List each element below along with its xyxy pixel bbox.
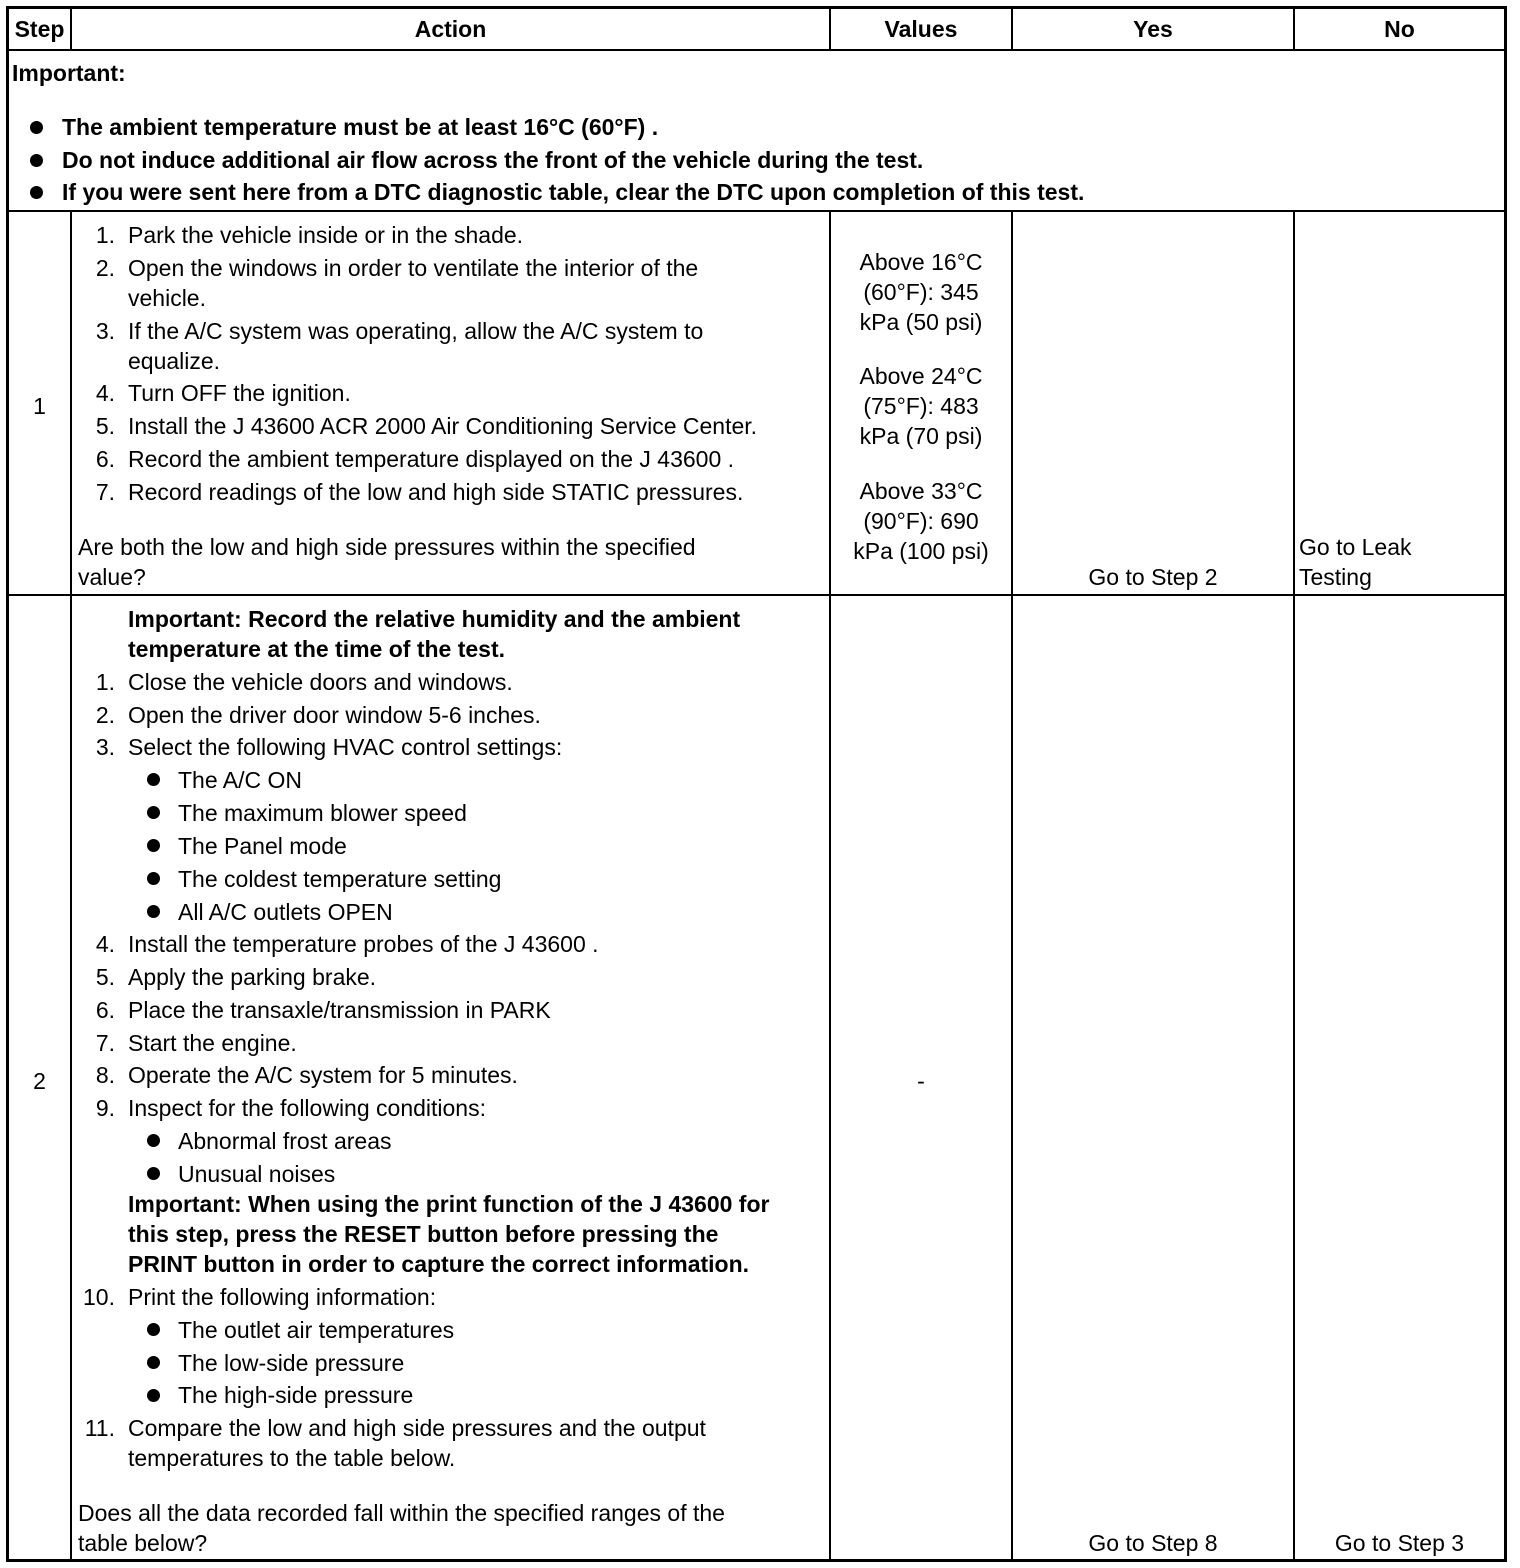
diagnostic-table — [6, 6, 1507, 1562]
yes-link[interactable]: Go to Step 8 — [1088, 1530, 1218, 1556]
list-item-cont: equalize. — [128, 348, 221, 374]
list-number: 8. — [95, 1062, 115, 1088]
header-no: No — [1384, 16, 1415, 42]
value-line: kPa (100 psi) — [853, 538, 989, 564]
bullet-icon — [147, 872, 160, 885]
list-item: Record the ambient temperature displayed on the J 43600 . — [128, 446, 735, 472]
list-item: Install the temperature probes of the J 43600 . — [128, 931, 599, 957]
bullet-icon — [147, 1167, 160, 1180]
list-item: Start the engine. — [128, 1030, 297, 1056]
sub-item: Abnormal frost areas — [178, 1128, 392, 1154]
list-item: If the A/C system was operating, allow the A/C system to — [128, 318, 704, 344]
header-action: Action — [414, 16, 487, 42]
list-item: Close the vehicle doors and windows. — [128, 669, 513, 695]
bullet-icon — [30, 186, 43, 199]
row-divider — [9, 210, 1504, 212]
list-item: Select the following HVAC control settings: — [128, 734, 563, 760]
bullet-icon — [147, 1323, 160, 1336]
row-divider — [9, 49, 1504, 51]
list-item: Turn OFF the ignition. — [128, 380, 351, 406]
value-line: Above 16°C — [859, 249, 983, 275]
sub-item: The high-side pressure — [178, 1382, 414, 1408]
sub-item: The low-side pressure — [178, 1350, 405, 1376]
list-number: 11. — [84, 1415, 115, 1441]
list-item: Open the windows in order to ventilate the interior of the — [128, 255, 699, 281]
list-number: 6. — [95, 997, 115, 1023]
sub-item: Unusual noises — [178, 1161, 336, 1187]
step-number: 2 — [33, 1068, 46, 1094]
list-number: 7. — [95, 479, 115, 505]
list-number: 5. — [95, 413, 115, 439]
question: Are both the low and high side pressures within the specified — [78, 534, 696, 560]
bullet-icon — [147, 806, 160, 819]
sub-item: All A/C outlets OPEN — [178, 899, 393, 925]
important-bullet: Do not induce additional air flow across the front of the vehicle during the test. — [62, 147, 924, 173]
sub-item: The Panel mode — [178, 833, 347, 859]
row-divider — [9, 594, 1504, 596]
value-line: Above 24°C — [859, 363, 983, 389]
question: Does all the data recorded fall within the specified ranges of the — [78, 1500, 725, 1526]
list-number: 2. — [95, 702, 115, 728]
no-link[interactable]: Go to Step 3 — [1334, 1530, 1465, 1556]
list-item: Compare the low and high side pressures and the output — [128, 1415, 706, 1441]
sub-item: The A/C ON — [178, 767, 302, 793]
question: table below? — [78, 1530, 208, 1556]
bullet-icon — [147, 773, 160, 786]
yes-link[interactable]: Go to Step 2 — [1088, 564, 1218, 590]
list-number: 4. — [95, 380, 115, 406]
header-values: Values — [884, 16, 958, 42]
sub-item: The outlet air temperatures — [178, 1317, 455, 1343]
bullet-icon — [147, 905, 160, 918]
list-item: Operate the A/C system for 5 minutes. — [128, 1062, 518, 1088]
bullet-icon — [147, 1134, 160, 1147]
list-number: 2. — [95, 255, 115, 281]
important-note: temperature at the time of the test. — [128, 636, 506, 662]
list-item: Install the J 43600 ACR 2000 Air Conditioning Service Center. — [128, 413, 758, 439]
list-number: 1. — [95, 222, 115, 248]
list-number: 9. — [95, 1095, 115, 1121]
value-dash: - — [917, 1068, 925, 1094]
col-divider-values — [1011, 211, 1013, 1559]
important-note: Important: Record the relative humidity and the ambient — [128, 606, 741, 632]
important-note: Important: When using the print function of the J 43600 for — [128, 1191, 770, 1217]
important-bullet: The ambient temperature must be at least 16°C (60°F) . — [62, 114, 659, 140]
value-line: (90°F): 690 — [863, 508, 979, 534]
list-number: 3. — [95, 734, 115, 760]
list-item: Inspect for the following conditions: — [128, 1095, 486, 1121]
list-number: 10. — [83, 1284, 115, 1310]
value-line: (75°F): 483 — [863, 393, 979, 419]
list-item: Park the vehicle inside or in the shade. — [128, 222, 524, 248]
col-divider-step — [70, 211, 72, 1559]
bullet-icon — [147, 1356, 160, 1369]
value-line: (60°F): 345 — [863, 279, 979, 305]
list-number: 1. — [95, 669, 115, 695]
no-link[interactable]: Testing — [1299, 564, 1372, 590]
important-bullet: If you were sent here from a DTC diagnostic table, clear the DTC upon completion of this test. — [62, 179, 1085, 205]
list-item: Open the driver door window 5-6 inches. — [128, 702, 541, 728]
no-link[interactable]: Go to Leak — [1299, 534, 1412, 560]
step-number: 1 — [33, 393, 46, 419]
list-number: 4. — [95, 931, 115, 957]
list-number: 5. — [95, 964, 115, 990]
value-line: kPa (50 psi) — [859, 309, 983, 335]
header-yes: Yes — [1133, 16, 1173, 42]
sub-item: The maximum blower speed — [178, 800, 467, 826]
col-divider-yes — [1293, 211, 1295, 1559]
question: value? — [78, 564, 146, 590]
value-line: kPa (70 psi) — [859, 423, 983, 449]
important-note: PRINT button in order to capture the correct information. — [128, 1251, 750, 1277]
important-label: Important: — [12, 60, 126, 86]
list-number: 3. — [95, 318, 115, 344]
bullet-icon — [147, 1389, 160, 1402]
bullet-icon — [147, 839, 160, 852]
list-item: Apply the parking brake. — [128, 964, 377, 990]
value-line: Above 33°C — [859, 478, 983, 504]
sub-item: The coldest temperature setting — [178, 866, 502, 892]
list-item: Record readings of the low and high side STATIC pressures. — [128, 479, 744, 505]
important-note: this step, press the RESET button before pressing the — [128, 1221, 719, 1247]
header-step: Step — [14, 16, 65, 42]
list-item-cont: vehicle. — [128, 285, 206, 311]
list-item: Place the transaxle/transmission in PARK — [128, 997, 551, 1023]
list-number: 6. — [95, 446, 115, 472]
bullet-icon — [30, 121, 43, 134]
list-number: 7. — [95, 1030, 115, 1056]
list-item: Print the following information: — [128, 1284, 437, 1310]
bullet-icon — [30, 154, 43, 167]
list-item-cont: temperatures to the table below. — [128, 1445, 456, 1471]
